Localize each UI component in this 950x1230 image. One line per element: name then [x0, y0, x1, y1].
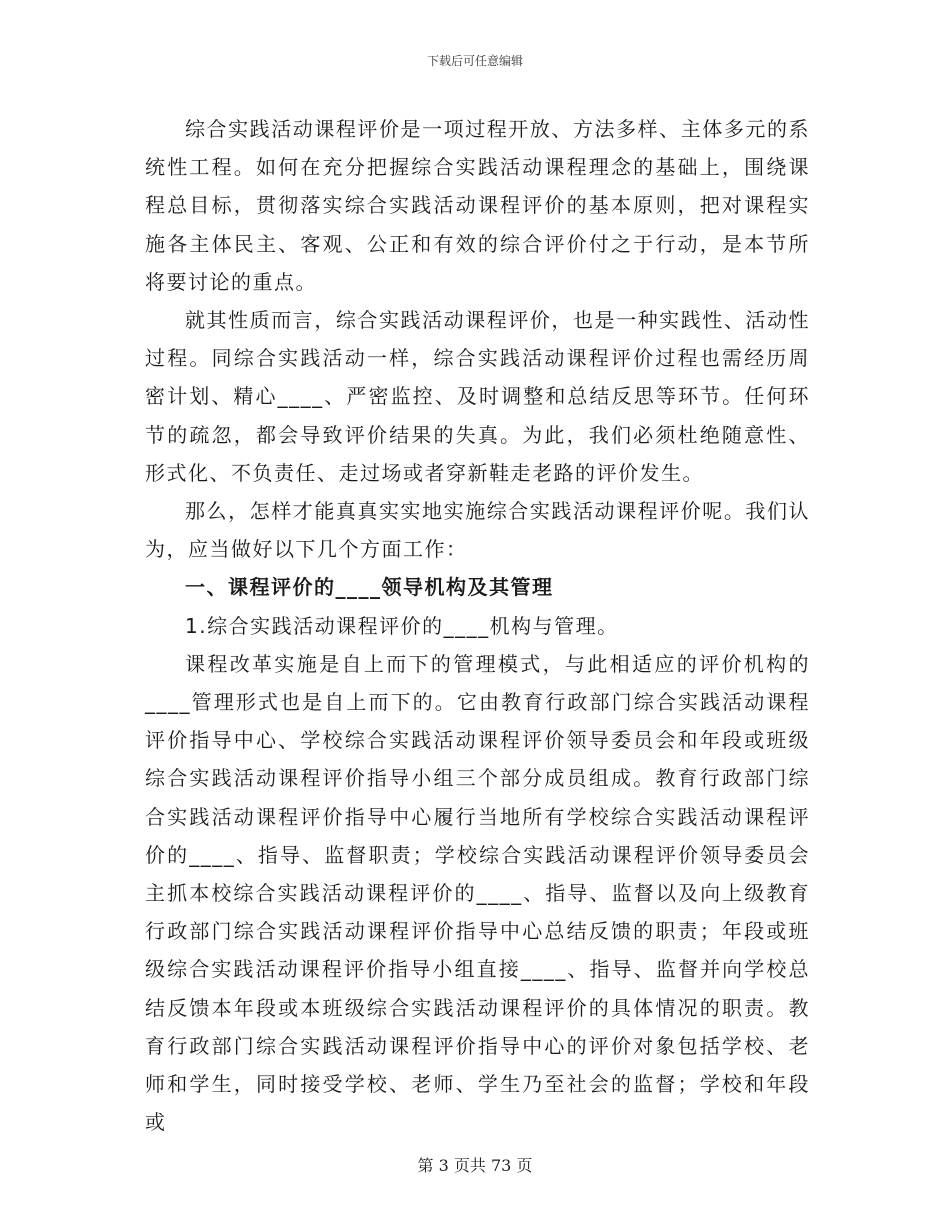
- page-footer: 第 3 页共 73 页: [417, 1156, 533, 1175]
- document-body: [145, 110, 810, 1141]
- paragraph-nature: 就其性质而言，综合实践活动课程评价，也是一种实践性、活动性过程。同综合实践活动一样，综合实践活动课程评价过程也需经历周密计划、精心____、严密监控、及时调整和总结反思等环节。任何环节的疏忽，都会导致评价结果的失真。为此，我们必须杜绝随意性、形式化、不负责任、走过场或者穿新鞋走老路的评价发生。: [145, 308, 810, 485]
- page-header: 下载后可任意编辑: [426, 54, 523, 68]
- paragraph-question: 那么，怎样才能真真实实地实施综合实践活动课程评价呢。我们认为，应当做好以下几个方面工作：: [145, 499, 810, 562]
- paragraph-intro: 综合实践活动课程评价是一项过程开放、方法多样、主体多元的系统性工程。如何在充分把握综合实践活动课程理念的基础上，围绕课程总目标，贯彻落实综合实践活动课程评价的基本原则，把对课程实施各主体民主、客观、公正和有效的综合评价付之于行动，是本节所将要讨论的重点。: [145, 117, 810, 294]
- subsection-heading: 1.综合实践活动课程评价的____机构与管理。: [185, 613, 619, 638]
- paragraph-management: 课程改革实施是自上而下的管理模式，与此相适应的评价机构的____管理形式也是自上而下的。它由教育行政部门综合实践活动课程评价指导中心、学校综合实践活动课程评价领导委员会和年段或班级综合实践活动课程评价指导小组三个部分成员组成。教育行政部门综合实践活动课程评价指导中心履行当地所有学校综合实践活动课程评价的____、指导、监督职责；学校综合实践活动课程评价领导委员会主抓本校综合实践活动课程评价的____、指导、监督以及向上级教育行政部门综合实践活动课程评价指导中心总结反馈的职责；年段或班级综合实践活动课程评价指导小组直接____、指导、监督并向学校总结反馈本年段或本班级综合实践活动课程评价的具体情况的职责。教育行政部门综合实践活动课程评价指导中心的评价对象包括学校、老师和学生，同时接受学校、老师、学生乃至社会的监督；学校和年段或: [145, 651, 810, 1135]
- section-heading: 一、课程评价的____领导机构及其管理: [185, 575, 554, 600]
